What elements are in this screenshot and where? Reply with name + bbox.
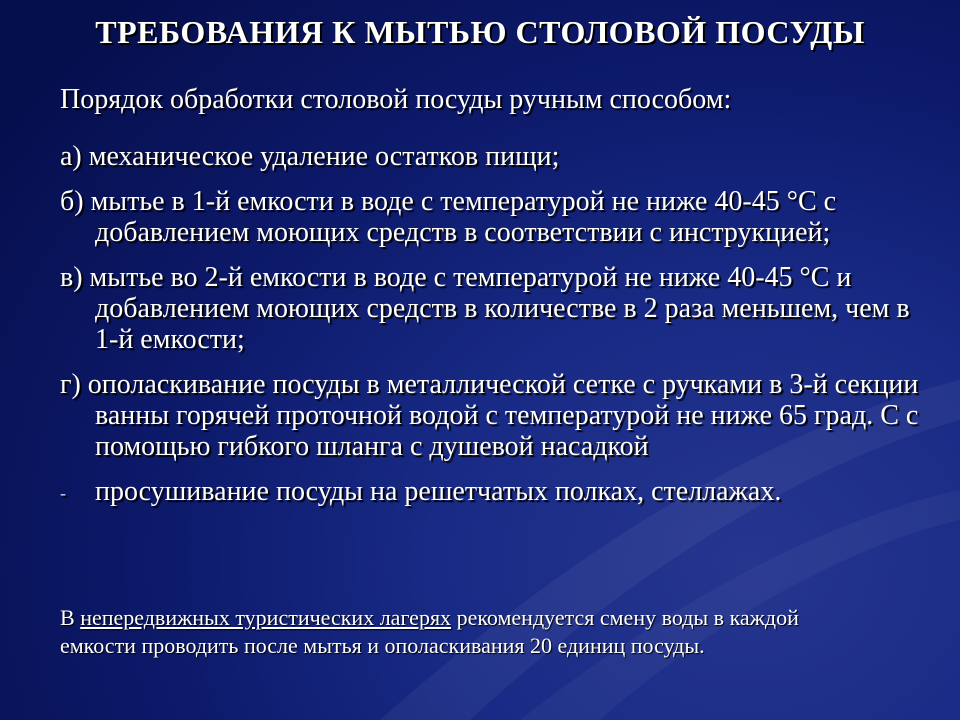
procedure-list [60,141,920,521]
slide-subtitle: Порядок обработки столовой посуды ручным способом: [60,84,732,115]
note-prefix: В [60,605,81,630]
list-item: б) мытье в 1-й емкости в воде с температурой не ниже 40-45 °С с добавлением моющих средств в соответствии с инструкцией; [60,186,837,248]
note-suffix: рекомендуется смену воды в каждой емкости проводить после мытья и ополаскивания 20 единиц посуды. [60,605,799,658]
dash-bullet: - [60,483,66,503]
list-item: в) мытье во 2-й емкости в воде с температурой не ниже 40-45 °С и добавлением моющих средств в количестве в 2 раза меньшем, чем в 1-й емкости; [60,262,910,355]
list-item-dash [60,476,920,507]
note-paragraph [60,604,860,660]
list-item: а) механическое удаление остатков пищи; [60,141,560,172]
slide-title: ТРЕБОВАНИЯ К МЫТЬЮ СТОЛОВОЙ ПОСУДЫ [95,14,865,50]
dash-item-text: просушивание посуды на решетчатых полках, стеллажах. [95,476,782,507]
note-underlined: непередвижных туристических лагерях [80,605,452,630]
list-item: г) ополаскивание посуды в металлической сетке с ручками в 3-й секции ванны горячей проточной водой с температурой не ниже 65 град. С с помощью гибкого шланга с душевой насадкой [60,369,919,462]
